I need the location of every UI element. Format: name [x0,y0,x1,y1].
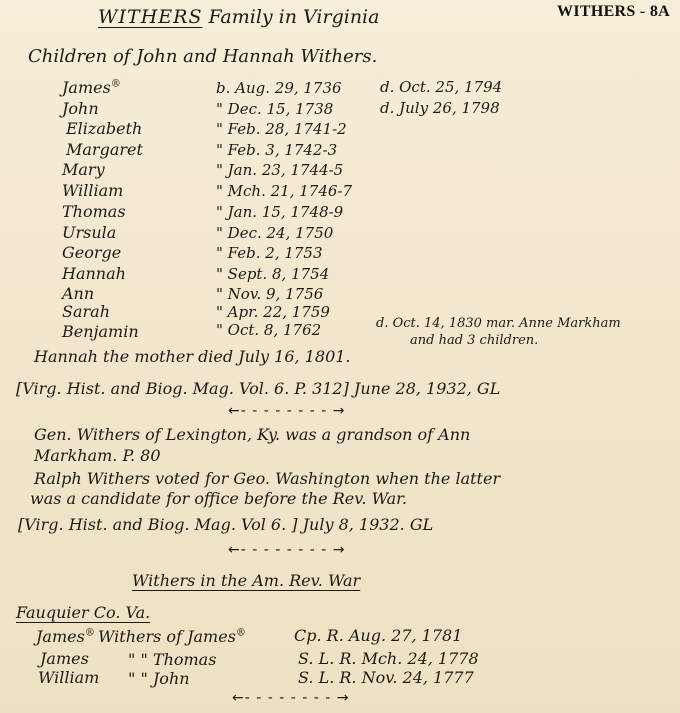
registered-mark-icon: ® [110,78,121,90]
gen-withers-note-continued: Markham. P. 80 [34,446,161,465]
child-birth: " Jan. 23, 1744-5 [216,161,344,179]
child-name: James® [62,78,121,97]
child-name: Margaret [66,140,143,159]
gen-withers-note: Gen. Withers of Lexington, Ky. was a grandson of Ann [34,425,471,444]
child-birth: " Nov. 9, 1756 [216,285,324,303]
registered-mark-icon: ® [235,627,246,639]
source-citation-1: [Virg. Hist. and Biog. Mag. Vol. 6. P. 312] June 28, 1932, GL [16,379,501,398]
child-name: Sarah [62,302,110,321]
service-name: William [38,668,100,687]
child-name: Ursula [62,223,117,242]
child-birth: b. Aug. 29, 1736 [216,79,342,97]
service-parent: " " Thomas [128,650,217,669]
child-name: George [62,243,122,262]
county-heading: Fauquier Co. Va. [16,603,151,622]
child-birth: " Jan. 15, 1748-9 [216,203,344,221]
child-name: Elizabeth [66,119,143,138]
child-name: Ann [62,284,95,303]
source-citation-2: [Virg. Hist. and Biog. Mag. Vol 6. ] July 8, 1932. GL [18,515,434,534]
service-parent: " " John [128,669,190,688]
child-name: Thomas [62,202,126,221]
child-birth: " Feb. 2, 1753 [216,244,323,262]
ralph-withers-note: Ralph Withers voted for Geo. Washington when the latter [34,469,501,488]
child-name: Benjamin [62,322,139,341]
rev-war-heading: Withers in the Am. Rev. War [132,571,361,590]
child-birth: " Dec. 15, 1738 [216,100,334,118]
child-name: Hannah [62,264,126,283]
registered-mark-icon: ® [84,627,95,639]
child-death: d. Oct. 14, 1830 mar. Anne Markham [376,316,621,331]
ralph-withers-note-continued: was a candidate for office before the Rev. War. [30,489,408,508]
double-arrow-icon: ←- - - - - - - - → [228,403,346,419]
children-heading: Children of John and Hannah Withers. [28,46,378,67]
service-record: Cp. R. Aug. 27, 1781 [294,626,463,645]
child-name: John [62,99,99,118]
service-parent: Withers of James® [98,627,246,646]
service-name: James [40,649,89,668]
child-birth: " Feb. 28, 1741-2 [216,120,347,138]
child-birth: " Dec. 24, 1750 [216,224,334,242]
child-death: d. July 26, 1798 [380,99,500,117]
title-rest: Family in Virginia [208,6,380,28]
child-death-continued: and had 3 children. [410,333,539,348]
title-surname: WITHERS [98,6,203,28]
child-birth: " Oct. 8, 1762 [216,321,322,339]
service-record: S. L. R. Nov. 24, 1777 [298,668,474,687]
page-identifier: WITHERS - 8A [557,3,670,20]
double-arrow-icon: ←- - - - - - - - → [232,690,350,706]
child-birth: " Mch. 21, 1746-7 [216,182,353,200]
child-death: d. Oct. 25, 1794 [380,78,503,96]
child-birth: " Feb. 3, 1742-3 [216,141,338,159]
child-name: William [62,181,124,200]
child-name: Mary [62,160,105,179]
mother-death-note: Hannah the mother died July 16, 1801. [34,347,351,366]
child-birth: " Apr. 22, 1759 [216,303,330,321]
child-birth: " Sept. 8, 1754 [216,265,330,283]
service-name: James® [36,627,95,646]
service-record: S. L. R. Mch. 24, 1778 [298,649,479,668]
page-title [98,6,379,28]
double-arrow-icon: ←- - - - - - - - → [228,542,346,558]
